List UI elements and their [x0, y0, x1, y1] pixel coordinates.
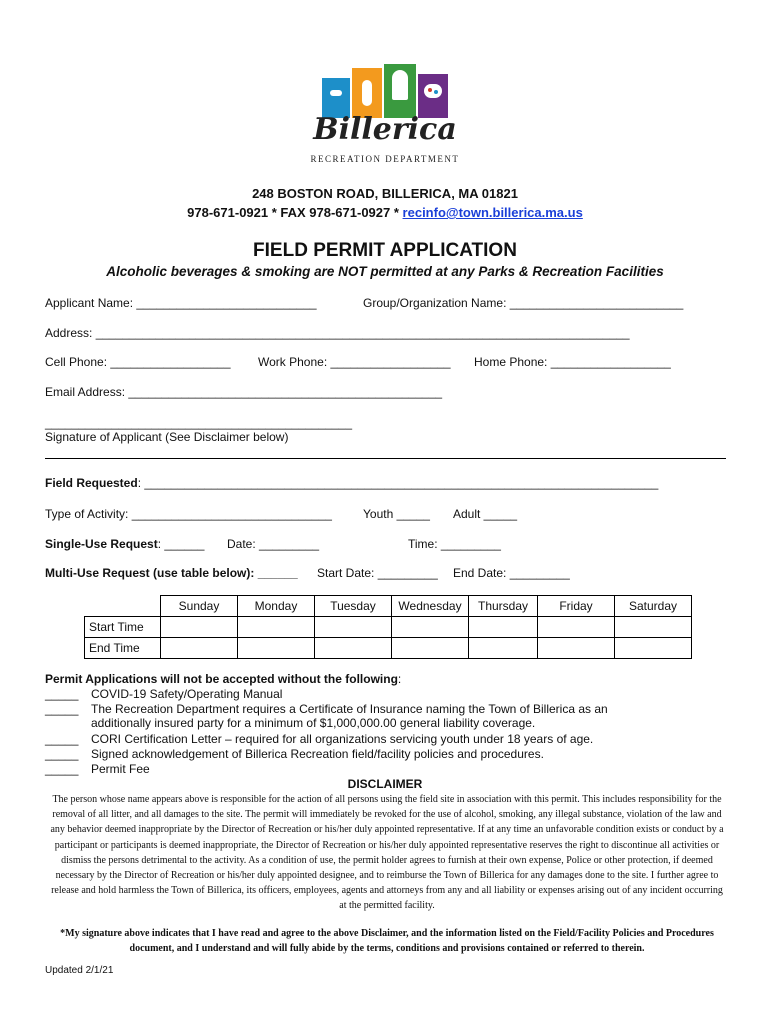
requirement-item: _____ Signed acknowledgement of Billerica Recreation field/facility policies and procedures.	[45, 747, 544, 761]
schedule-cell[interactable]	[315, 617, 392, 638]
work-phone-field[interactable]: Work Phone: __________________	[258, 355, 451, 369]
billerica-recreation-logo	[300, 60, 470, 168]
single-use-field[interactable]: Single-Use Request: ______	[45, 537, 205, 551]
checkbox-blank[interactable]: _____	[45, 687, 79, 701]
logo-subtitle: RECREATION DEPARTMENT	[310, 154, 460, 164]
requirements-heading: Permit Applications will not be accepted without the following:	[45, 672, 402, 686]
adult-field[interactable]: Adult _____	[453, 507, 518, 521]
day-header: Saturday	[615, 596, 692, 617]
single-time-field[interactable]: Time: _________	[408, 537, 501, 551]
checkbox-blank[interactable]: _____	[45, 702, 79, 716]
schedule-cell[interactable]	[615, 617, 692, 638]
multi-start-date-field[interactable]: Start Date: _________	[317, 566, 438, 580]
day-header: Tuesday	[315, 596, 392, 617]
schedule-cell[interactable]	[161, 617, 238, 638]
address-field[interactable]: Address: ________________________________________________________________________________	[45, 326, 630, 340]
schedule-cell[interactable]	[469, 617, 538, 638]
contact-line	[0, 205, 770, 220]
signature-label: Signature of Applicant (See Disclaimer below)	[45, 430, 289, 444]
schedule-cell[interactable]	[238, 638, 315, 659]
schedule-cell[interactable]	[615, 638, 692, 659]
multi-end-date-field[interactable]: End Date: _________	[453, 566, 570, 580]
requirement-item: _____ Permit Fee	[45, 762, 150, 776]
single-use-label: Single-Use Request	[45, 537, 158, 551]
day-header: Sunday	[161, 596, 238, 617]
form-subtitle: Alcoholic beverages & smoking are NOT permitted at any Parks & Recreation Facilities	[106, 264, 664, 279]
day-header: Thursday	[469, 596, 538, 617]
logo-wordmark: Billerica	[313, 112, 457, 147]
group-name-field[interactable]: Group/Organization Name: __________________________	[363, 296, 684, 310]
checkbox-blank[interactable]: _____	[45, 747, 79, 761]
email-address-field[interactable]: Email Address: _______________________________________________	[45, 385, 443, 399]
table-corner	[85, 596, 161, 617]
schedule-cell[interactable]	[161, 638, 238, 659]
schedule-cell[interactable]	[538, 617, 615, 638]
activity-type-field[interactable]: Type of Activity: ______________________________	[45, 507, 332, 521]
table-header-row	[85, 596, 692, 617]
requirement-item: _____ COVID-19 Safety/Operating Manual	[45, 687, 283, 701]
table-row	[85, 617, 692, 638]
disclaimer-body: The person whose name appears above is responsible for the action of all persons using the field site in association with this permit. This includes responsibility for the removal of all litter, and all damages to the site. The permit will immediately be revoked for the use of alcohol, smoking, any illegal substance, violation of the law and any behavior deemed inappropriate by the Director of Recreation or his/her duly appointed representative. If at any time an unfavorable condition exists or conduct by a participant or participants is deemed inappropriate, the Director of Recreation or his/her duly appointed representative reserves the right to discontinue all activities or dismiss the persons detrimental to the activity. As a condition of use, the permit holder agrees to furnish at their own expense, Police or other protection, if deemed necessary by the Director of Recreation or his/her duly appointed designee, and to reimburse the Town of Billerica for any damages done to the site. I further agree to release and hold harmless the Town of Billerica, its officers, employees, agents and attorneys from any and all liability or expenses arising out of any incident occurring at the permitted facility.	[50, 794, 724, 912]
department-address: 248 BOSTON ROAD, BILLERICA, MA 01821	[252, 186, 518, 201]
field-requested-field[interactable]: Field Requested: _____________________________________________________________________________	[45, 476, 659, 490]
checkbox-blank[interactable]: _____	[45, 762, 79, 776]
signature-agreement-note: *My signature above indicates that I have read and agree to the above Disclaimer, and the information listed on the Field/Facility Policies and Procedures document, and I understand and will fully abide by the terms, conditions and provisions contained or referred to therein.	[60, 928, 714, 954]
day-header: Friday	[538, 596, 615, 617]
field-requested-label: Field Requested	[45, 476, 138, 490]
schedule-cell[interactable]	[315, 638, 392, 659]
section-divider	[45, 458, 726, 459]
day-header: Wednesday	[392, 596, 469, 617]
phone-fax: 978-671-0921 * FAX 978-671-0927 *	[187, 205, 403, 220]
requirement-item: _____ CORI Certification Letter – required for all organizations servicing youth under 18 years of age.	[45, 732, 594, 746]
disclaimer-title: DISCLAIMER	[347, 777, 423, 791]
requirement-item: _____ The Recreation Department requires a Certificate of Insurance naming the Town of Billerica as an	[45, 702, 608, 716]
schedule-cell[interactable]	[392, 617, 469, 638]
applicant-name-field[interactable]: Applicant Name: ___________________________	[45, 296, 317, 310]
table-row	[85, 638, 692, 659]
schedule-cell[interactable]	[238, 617, 315, 638]
schedule-cell[interactable]	[538, 638, 615, 659]
youth-field[interactable]: Youth _____	[363, 507, 430, 521]
day-header: Monday	[238, 596, 315, 617]
email-link[interactable]: recinfo@town.billerica.ma.us	[402, 205, 583, 220]
row-label: Start Time	[85, 617, 161, 638]
requirement-item: additionally insured party for a minimum of $1,000,000.00 general liability coverage.	[91, 716, 536, 730]
schedule-cell[interactable]	[469, 638, 538, 659]
row-label: End Time	[85, 638, 161, 659]
cell-phone-field[interactable]: Cell Phone: __________________	[45, 355, 231, 369]
signature-line[interactable]: ______________________________________________	[45, 416, 352, 430]
schedule-cell[interactable]	[392, 638, 469, 659]
form-title: FIELD PERMIT APPLICATION	[253, 240, 517, 261]
checkbox-blank[interactable]: _____	[45, 732, 79, 746]
multi-use-field[interactable]: Multi-Use Request (use table below): ______	[45, 566, 298, 580]
single-date-field[interactable]: Date: _________	[227, 537, 320, 551]
home-phone-field[interactable]: Home Phone: __________________	[474, 355, 671, 369]
updated-date: Updated 2/1/21	[45, 965, 114, 976]
schedule-table	[84, 595, 692, 659]
